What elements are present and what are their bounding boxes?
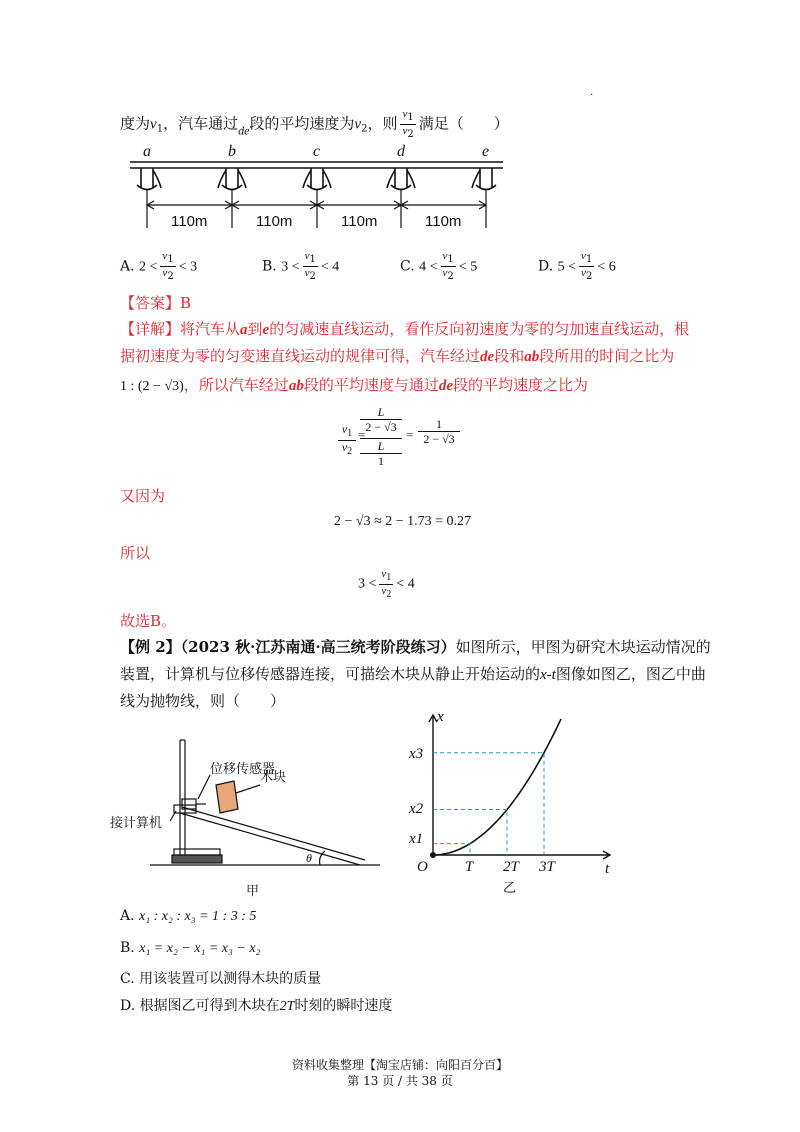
so-label: 所以 xyxy=(120,544,151,562)
span-length-label: 110m xyxy=(256,213,293,230)
bridge-arch xyxy=(323,170,395,188)
q2-option-c[interactable]: C. 用该装置可以测得木块的质量 xyxy=(120,971,322,987)
equation-1: $v_1$ $v_2$ L 2 − √3 L 1 = = 1 2 − √3 xyxy=(338,405,468,475)
bridge-arch xyxy=(238,170,311,188)
svg-text:T: T xyxy=(465,859,474,875)
q2-option-b[interactable]: B. x₁ = x₂ − x₁ = x₃ − x₂ xyxy=(120,940,261,956)
parabola-curve xyxy=(433,719,561,855)
span-length-label: 110m xyxy=(341,213,378,230)
explain-line3: 1 : (2 − √3)，所以汽车经过ab段的平均速度与通过de段的平均速度之比为 xyxy=(120,376,589,394)
span-length-label: 110m xyxy=(171,213,208,230)
guide-line xyxy=(433,844,470,855)
q2-option-a[interactable]: A. x₁ : x₂ : x₃ = 1 : 3 : 5 xyxy=(120,908,257,924)
footer-page-number: 第 13 页 / 共 38 页 xyxy=(347,1074,453,1088)
q2-line3: 线为抛物线，则（ ） xyxy=(120,692,286,710)
bridge-point-label: a xyxy=(143,143,151,160)
choose-line: 故选B。 xyxy=(120,612,177,630)
svg-text:x1: x1 xyxy=(409,831,424,847)
q1-option-c[interactable]: C. 4 < $\frac{v1}{v2}$ < 5 xyxy=(400,250,478,282)
q1-option-b[interactable]: B. 3 < $\frac{v1}{v2}$ < 4 xyxy=(262,250,340,282)
q2-option-d[interactable]: D. 根据图乙可得到木块在2T时刻的瞬时速度 xyxy=(120,998,393,1014)
q2-line1: 【例 2】（2023 秋·江苏南通·高三统考阶段练习）如图所示，甲图为研究木块运动情况的 xyxy=(120,638,711,656)
dimension-arrow xyxy=(147,201,232,209)
dimension-arrow xyxy=(232,201,317,209)
dimension-arrow xyxy=(401,201,486,209)
equation-2: 2 − √3 ≈ 2 − 1.73 = 0.27 xyxy=(334,514,472,529)
also-label: 又因为 xyxy=(120,487,166,505)
span-length-label: 110m xyxy=(425,213,462,230)
origin-point xyxy=(430,852,436,858)
q2-line2: 装置，计算机与位移传感器连接，可描绘木块从静止开始运动的x-t图像如图乙，图乙中曲 xyxy=(120,665,706,683)
bridge-point-label: b xyxy=(228,143,236,160)
bridge-point-label: d xyxy=(397,143,405,160)
svg-text:x3: x3 xyxy=(409,746,424,762)
q1-option-a[interactable]: A. 2 < $\frac{v1}{v2}$ < 3 xyxy=(120,250,198,282)
bridge-diagram xyxy=(125,140,515,240)
equation-3: 3 < $\frac{v1}{v2}$ < 4 xyxy=(358,568,415,600)
svg-text:位移传感器: 位移传感器 xyxy=(210,762,276,777)
svg-text:乙: 乙 xyxy=(503,881,517,896)
guide-line xyxy=(433,810,507,855)
bridge-point-label: e xyxy=(482,143,490,160)
guide-line xyxy=(433,753,544,855)
figure-xt-graph xyxy=(385,705,625,905)
svg-text:t: t xyxy=(605,861,610,877)
q1-line1: 度为$v_1$，汽车通过$_{de}$段的平均速度为$v_2$，则 $\frac{v1}{v2}$ 满足（ ） xyxy=(120,108,509,140)
svg-text:x: x xyxy=(437,709,444,725)
svg-text:接计算机: 接计算机 xyxy=(110,816,163,831)
explain-line2: 据初速度为零的匀变速直线运动的规律可得，汽车经过de段和ab段所用的时间之比为 xyxy=(120,347,675,365)
bridge-point-label: c xyxy=(313,143,321,160)
svg-text:3T: 3T xyxy=(539,859,555,875)
svg-text:甲: 甲 xyxy=(246,884,260,899)
figure-apparatus xyxy=(110,735,390,905)
dimension-arrow xyxy=(317,201,401,209)
svg-text:2T: 2T xyxy=(503,859,519,875)
svg-text:O: O xyxy=(417,859,428,875)
svg-text:θ: θ xyxy=(306,851,312,865)
bridge-arch xyxy=(153,170,226,188)
answer-line: 【答案】B xyxy=(120,294,192,312)
bridge-arch xyxy=(407,170,480,188)
svg-text:x2: x2 xyxy=(409,801,424,817)
explain-line1: 【详解】将汽车从a到e的匀减速直线运动，看作反向初速度为零的匀加速直线运动，根 xyxy=(120,320,690,338)
header-dot: . xyxy=(590,87,594,98)
q1-option-d[interactable]: D. 5 < $\frac{v1}{v2}$ < 6 xyxy=(538,250,616,282)
svg-text:木块: 木块 xyxy=(260,770,287,785)
footer-source: 资料收集整理【淘宝店铺：向阳百分百】 xyxy=(291,1058,508,1072)
